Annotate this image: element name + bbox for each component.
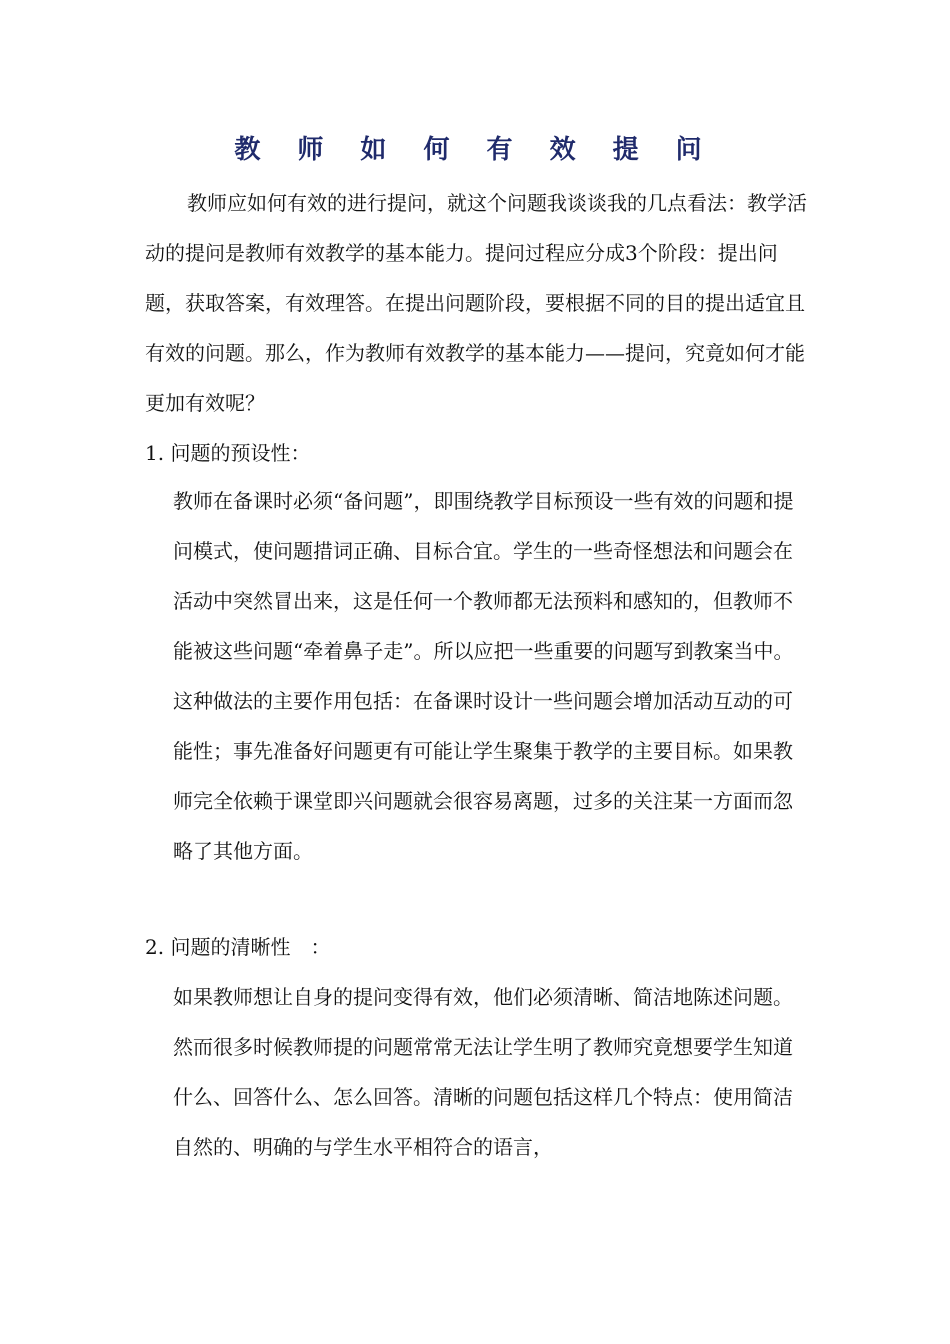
document-title: 教 师 如 何 有 效 提 问 [234, 135, 716, 165]
section-body-presetting: 教师在备课时必须“备问题”，即围绕教学目标预设一些有效的问题和提问模式，使问题措词正确、目标合宜。学生的一些奇怪想法和问题会在活动中突然冒出来，这是任何一个教师都无法预料和感知的，但教师不能被这些问题“牵着鼻子走”。所以应把一些重要的问题写到教案当中。这种做法的主要作用包括：在备课时设计一些问题会增加活动互动的可能性；事先准备好问题更有可能让学生聚集于教学的主要目标。如果教师完全依赖于课堂即兴问题就会很容易离题，过多的关注某一方面而忽略了其他方面。 [173, 489, 794, 863]
section-heading-presetting: 1. 问题的预设性： [145, 441, 311, 465]
section-body-clarity: 如果教师想让自身的提问变得有效，他们必须清晰、简洁地陈述问题。然而很多时候教师提的问题常常无法让学生明了教师究竟想要学生知道什么、回答什么、怎么回答。清晰的问题包括这样几个特点：使用简洁自然的、明确的与学生水平相符合的语言， [173, 985, 793, 1159]
intro-paragraph: 教师应如何有效的进行提问，就这个问题我谈谈我的几点看法：教学活动的提问是教师有效教学的基本能力。提问过程应分成3个阶段：提出问题，获取答案，有效理答。在提出问题阶段，要根据不同的目的提出适宜且有效的问题。那么，作为教师有效教学的基本能力——提问，究竟如何才能更加有效呢？ [145, 191, 807, 415]
section-heading-clarity: 2. 问题的清晰性 ： [145, 935, 331, 959]
